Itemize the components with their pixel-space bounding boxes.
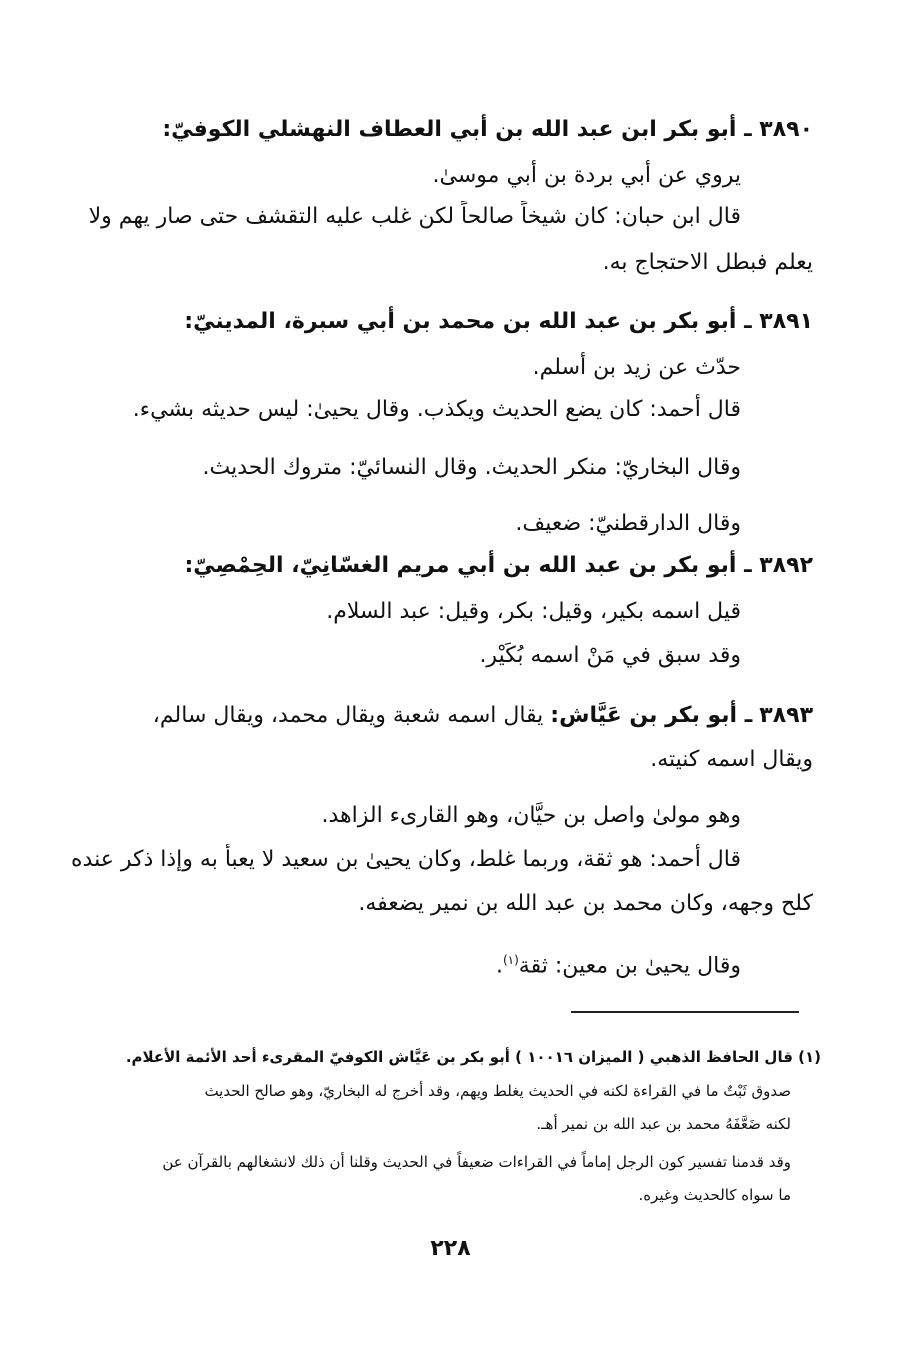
- entry-line: قيل اسمه بكير، وقيل: بكر، وقيل: عبد السلام.: [326, 599, 741, 624]
- footnote-marker: (١): [502, 953, 519, 967]
- entry-heading-3890: [70, 114, 813, 146]
- entry-heading-3892: [70, 550, 813, 582]
- entry-line: ويقال اسمه كنيته.: [650, 747, 813, 772]
- entry-line: وهو مولىٰ واصل بن حيَّان، وهو القارىء الزاهد.: [321, 803, 741, 828]
- page-number: ٢٢٨: [430, 1236, 471, 1261]
- entry-line: وقال يحيىٰ بن معين: ثقة: [518, 953, 741, 979]
- entry-line: وقد سبق في مَنْ اسمه بُكَيْر.: [479, 643, 741, 668]
- entry-line: قال ابن حبان: كان شيخاً صالحاً لكن غلب عليه التقشف حتى صار يهم ولا: [88, 204, 741, 229]
- footnote-line: (١) قال الحافظ الذهبي ( الميزان ١٠٠١٦ ) أبو بكر بن عَيَّاش الكوفيّ المقرىء أحد الأئمة الأعلام.: [125, 1048, 821, 1066]
- entry-line: يعلم فبطل الاحتجاج به.: [602, 250, 813, 275]
- entry-line: قال أحمد: هو ثقة، وربما غلط، وكان يحيىٰ بن سعيد لا يعبأ به وإذا ذكر عنده: [71, 847, 741, 872]
- footnote-line: صدوق ثَبْتٌ ما في القراءة لكنه في الحديث يغلط ويهم، وقد أخرج له البخاريّ، وهو صالح الحديث: [204, 1082, 791, 1100]
- entry-heading-text: ـ أبو بكر بن عَيَّاش:: [550, 703, 753, 728]
- entry-line: قال أحمد: كان يضع الحديث ويكذب. وقال يحيىٰ: ليس حديثه بشيء.: [132, 397, 741, 422]
- entry-line: كلح وجهه، وكان محمد بن عبد الله بن نمير يضعفه.: [358, 891, 813, 916]
- footnote-line: لكنه ضَعَّفَهُ محمد بن عبد الله بن نمير أهـ.: [536, 1115, 791, 1133]
- footnote-line: وقد قدمنا تفسير كون الرجل إماماً في القراءات ضعيفاً في الحديث وقلنا أن ذلك لانشغالهم بالقرآن عن: [162, 1153, 791, 1171]
- entry-heading-text: ـ أبو بكر بن عبد الله بن محمد بن أبي سبرة، المدينيّ:: [184, 309, 752, 334]
- entry-number: ٣٨٩٣: [759, 703, 813, 728]
- entry-line: يروي عن أبي بردة بن أبي موسىٰ.: [432, 163, 741, 188]
- entry-line: حدّث عن زيد بن أسلم.: [532, 355, 741, 380]
- footnote-line: ما سواه كالحديث وغيره.: [638, 1186, 791, 1204]
- entry-line: وقال البخاريّ: منكر الحديث. وقال النسائيّ: متروك الحديث.: [202, 455, 741, 480]
- end-mark: .: [495, 953, 503, 979]
- entry-heading-text: ـ أبو بكر بن عبد الله بن أبي مريم الغسّانِيّ، الحِمْصِيّ:: [184, 553, 752, 578]
- entry-line: وقال الدارقطنيّ: ضعيف.: [515, 511, 741, 536]
- entry-last-line: [70, 944, 741, 982]
- entry-heading-3891: [70, 306, 813, 338]
- entry-number: ٣٨٩١: [759, 309, 813, 334]
- entry-heading-rest: يقال اسمه شعبة ويقال محمد، ويقال سالم،: [152, 703, 544, 728]
- footnote-separator: [571, 1011, 799, 1013]
- entry-heading-3893: [70, 700, 813, 732]
- entry-number: ٣٨٩٠: [759, 117, 813, 142]
- entry-number: ٣٨٩٢: [759, 553, 813, 578]
- entry-heading-text: ـ أبو بكر ابن عبد الله بن أبي العطاف النهشلي الكوفيّ:: [162, 117, 752, 142]
